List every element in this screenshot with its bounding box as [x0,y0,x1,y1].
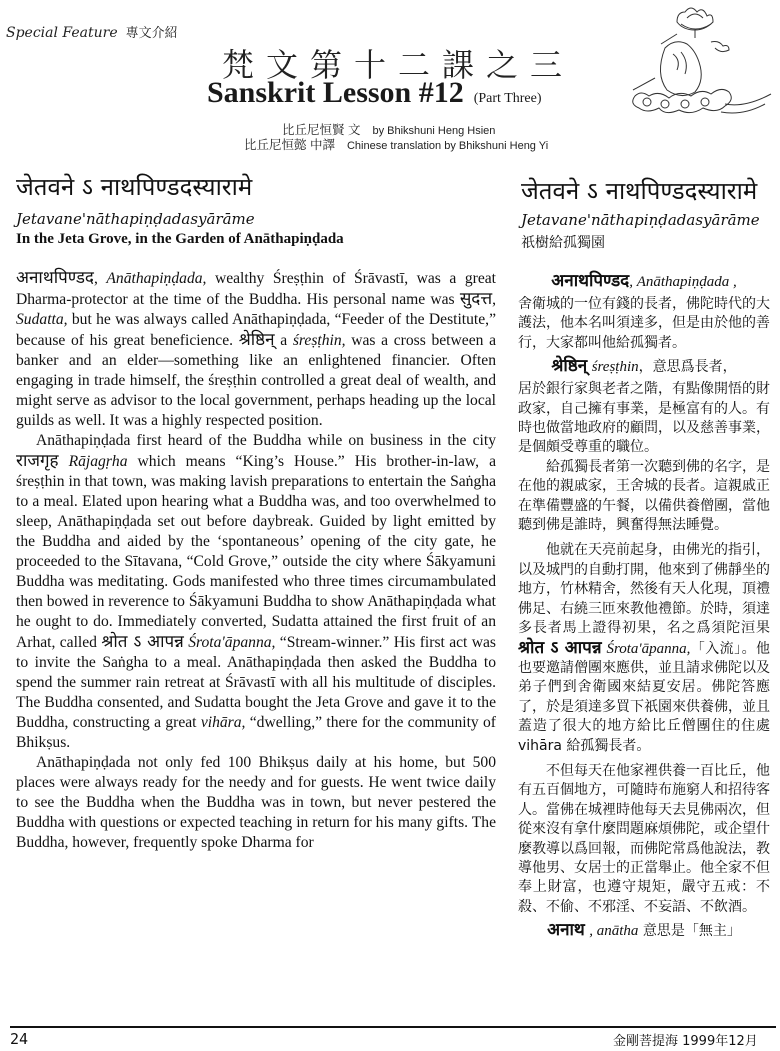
paragraph-3: Anāthapiṇḍada not only fed 100 Bhikṣus daily at his home, but 500 places were always ready for the needy and for guests. He went twice daily to see the Buddha when the Buddha was in town, but never pestered the Buddha with questions or expected teaching in return for his many gifts. The Buddha, however, frequently spoke Dharma for [16,754,496,851]
page-title-cn: 梵文第十二課之三 [222,46,575,84]
devanagari-term: सुदत्त [459,289,493,309]
page-number: 24 [10,1030,29,1048]
latin-term: vihāra [518,737,562,754]
term-line-anatha: अनाथ , anātha 意思是「無主」 [547,920,741,941]
page-title [207,76,542,110]
left-heading-transliteration: Jetavane'nāthapiṇḍadasyārāme [16,210,255,228]
translator-en: Chinese translation by Bhikshuni Heng Yi [346,140,549,152]
publication-issue: 金剛菩提海 1999年12月 [613,1034,758,1049]
devanagari-term: श्रोत ऽ आपन्न [518,637,602,658]
right-heading-transliteration: Jetavane'nāthapiṇḍadasyārāme [521,211,760,229]
transliteration-term: , Anāthapiṇḍada , [629,274,737,290]
devanagari-term: अनाथपिण्डद [16,268,94,288]
term-line-anathapindada [518,268,770,295]
transliteration-term: , anātha [589,923,639,940]
devanagari-term: श्रेष्ठिन् [551,356,588,377]
section-label [6,22,178,41]
devanagari-term: श्रोत ऽ आपन्न [101,632,184,652]
transliteration-term: Rājagṛha [68,453,128,470]
part-label: (Part Three) [473,91,542,106]
english-article-column [16,268,496,853]
cn-paragraph-2: 居於銀行家與老者之階，有點像開悟的財政家，自己擁有事業，是極富有的人。有時也做當地政府的顧問，以及慈善事業，是個頗受尊重的職位。 [518,381,770,456]
transliteration-term: Śrota'āpanna, [188,634,276,651]
devanagari-term: राजगृह [16,451,59,471]
author-cn: 比丘尼恒賢 文 [282,123,361,137]
transliteration-term: Anāthapiṇḍada, [106,270,207,287]
left-heading-devanagari: जेतवने ऽ नाथपिण्डदस्यारामे [16,173,253,201]
section-label-cn: 專文介紹 [125,26,178,41]
page-title-en: Sanskrit Lesson #12 [207,76,464,109]
transliteration-term: vihāra, [200,714,246,731]
author-en: by Bhikshuni Heng Hsien [372,125,496,137]
transliteration-term: śreṣṭhin, [292,332,346,349]
paragraph-2: Anāthapiṇḍada first heard of the Buddha while on business in the city राजगृह Rājagṛha which means “King’s House.” His brother-in-law, a śreṣṭhin in that town, was making lavish preparations to entertain the Saṅgha to a meal. Elated upon hearing what a Buddha was, and too overwhelmed to sleep, Anāthapiṇḍada set out before daybreak. Guided by light emitted by the Buddha and aided by the ‘spontaneous’ opening of the city gate, he proceeded to the Sītavana, “Cold Grove,” outside the city where Śākyamuni Buddha was meditating. Gods manifested who three times circumambulated then bowed in reverence to Śākyamuni Buddha to show Anāthapiṇḍada what he ought to do. Immediately converted, Sudatta attained the first fruit of an Arhat, called श्रोत ऽ आपन्न Śrota'āpanna, “Stream-winner.” His first act was to invite the Saṅgha to a meal. Anāthapiṇḍada then asked the Buddha to spend the summer rain retreat at Śrāvastī with all his multitude of disciples. The Buddha consented, and Sudatta bought the Jeta Grove and gave it to the Buddha, constructing a great vihāra, “dwelling,” there for the community of Bhikṣus. [16,432,496,751]
cn-paragraph-3: 給孤獨長者第一次聽到佛的名字，是在他的親戚家，王舍城的長者。這親戚正在準備豐盛的午餐，以備供養僧團，當他聽到佛是誰時，興奮得無法睡覺。 [518,458,770,534]
right-heading-chinese: 祇樹給孤獨園 [521,235,605,251]
footer-rule [10,1026,776,1028]
transliteration-term: Śrota'āpanna, [606,640,691,657]
devanagari-term: अनाथ [547,920,585,941]
devanagari-term: अनाथपिण्डद [551,271,630,291]
translator-cn: 比丘尼恒懿 中譯 [244,138,335,152]
right-heading-devanagari: जेतवने ऽ नाथपिण्डदस्यारामे [521,177,758,205]
paragraph-1: अनाथपिण्डद, Anāthapiṇḍada, wealthy Śreṣṭhin of Śrāvastī, was a great Dharma-protector at the time of the Buddha. His personal name was सुदत्त, Sudatta, but he was always called Anāthapiṇḍada, “Feeder of the Destitute,” because of his great beneficience. श्रेष्ठिन् a śreṣṭhin, was a cross between a banker and an elder—something like an enlightened financier. Often engaging in trade himself, the śreṣṭhin controlled a great deal of wealth, and might serve as advisor to the local government, perhaps heading up the local guilds as well. It was a highly respected position. [16,268,496,429]
translator-credit [244,135,548,153]
lotus-hand-icon [625,4,775,134]
left-heading-english: In the Jeta Grove, in the Garden of Anāthapiṇḍada [16,231,344,247]
term-line-sresthin: श्रेष्ठिन् śreṣṭhin，意思爲長者， [551,356,737,377]
section-label-en: Special Feature [6,25,118,41]
devanagari-term: श्रेष्ठिन् [238,330,275,350]
chinese-article-column [518,268,770,944]
cn-paragraph-4: 他就在天亮前起身，由佛光的指引，以及城門的自動打開，他來到了佛靜坐的地方，竹林精舍，然後有天人化現，頂禮佛足、右繞三匝來教他禮節。於時，須達多長者馬上證得初果，名之爲須陀洹果 श्रोत ऽ आपन्न Śrota'āpanna,「入流」。他也要邀請僧團來應供，並且請求佛陀以及弟子們到舍衛國來結夏安居。佛陀答應了，於是須達多買下祇園來供養佛，並且蓋造了很大的地方給比丘僧團住的住處 vihāra 給孤獨長者。 [518,542,771,754]
cn-paragraph-1: 舍衛城的一位有錢的長者，佛陀時代的大護法，他本名叫須達多，但是由於他的善行，大家都叫他給孤獨者。 [518,296,770,351]
transliteration-term: śreṣṭhin [591,359,639,376]
transliteration-term: Sudatta, [16,311,68,328]
cn-paragraph-5: 不但每天在他家裡供養一百比丘，他有五百個地方，可隨時布施窮人和招待客人。當佛在城裡時他每天去見佛兩次，但從來沒有拿什麼問題麻煩佛陀，或企望什麼教導以爲回報，而佛陀常爲他說法，教導他男、女居士的正當舉止。他全家不但奉上財富，也遵守規矩，嚴守五戒：不殺、不偷、不邪淫、不妄語、不飲酒。 [518,762,770,915]
